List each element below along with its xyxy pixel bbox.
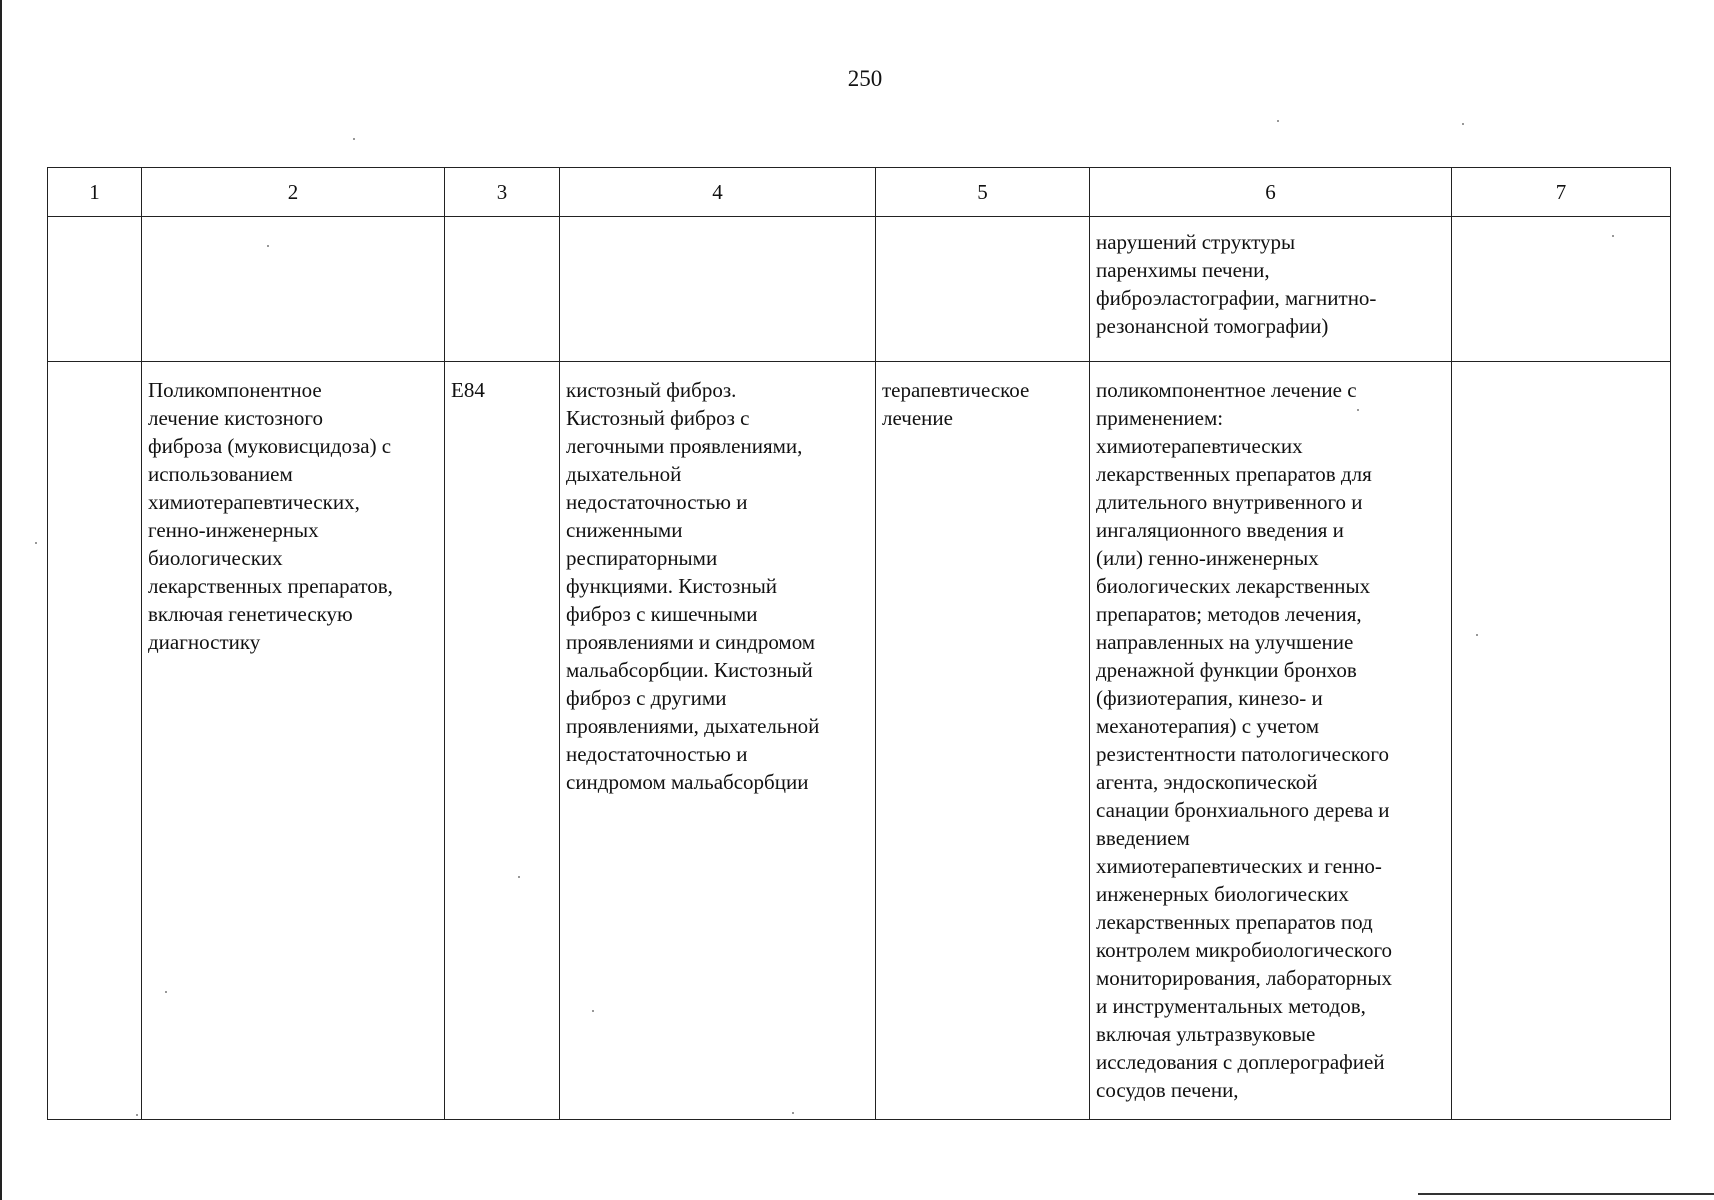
table-cell: [1452, 362, 1671, 1120]
table-row: [48, 362, 1671, 1120]
page-number: 250: [847, 66, 883, 91]
scan-speck: [792, 1112, 794, 1114]
table-cell: [445, 217, 560, 362]
table-cell: [560, 217, 876, 362]
document-table: [47, 167, 1671, 1120]
header-row: [48, 168, 1671, 217]
table-cell: [1452, 217, 1671, 362]
scan-left-edge: [0, 0, 2, 1200]
scan-speck: [1357, 409, 1359, 411]
table-cell: [48, 362, 142, 1120]
scan-speck: [136, 1114, 138, 1116]
table-cell: поликомпонентное лечение с применением: химиотерапевтических лекарственных препаратов для длительного внутривенного и ингаляционного введения и (или) генно-инженерных биологических лекарственных препаратов; методов лечения, направленных на улучшение дренажной функции бронхов (физиотерапия, кинезо- и механотерапия) с учетом резистентности патологического агента, эндоскопической санации бронхиального дерева и введением химиотерапевтических и генно- инженерных биологических лекарственных препаратов под контролем микробиологического мониторирования, лабораторных и инструментальных методов, включая ультразвуковые исследования с доплерографией сосудов печени,: [1090, 362, 1452, 1120]
scan-speck: [165, 991, 167, 993]
scan-speck: [592, 1010, 594, 1012]
column-header-2: 2: [142, 168, 445, 217]
scan-speck: [1277, 120, 1279, 122]
column-header-7: 7: [1452, 168, 1671, 217]
table-cell: [142, 217, 445, 362]
table-row: [48, 217, 1671, 362]
scan-speck: [353, 138, 355, 140]
table-cell: [48, 217, 142, 362]
table-cell: кистозный фиброз. Кистозный фиброз с легочными проявлениями, дыхательной недостаточностью и сниженными респираторными функциями. Кистозный фиброз с кишечными проявлениями и синдромом мальабсорбции. Кистозный фиброз с другими проявлениями, дыхательной недостаточностью и синдромом мальабсорбции: [560, 362, 876, 1120]
table-cell: терапевтическое лечение: [876, 362, 1090, 1120]
column-header-5: 5: [876, 168, 1090, 217]
scan-speck: [1462, 123, 1464, 125]
table-cell: нарушений структуры паренхимы печени, фиброэластографии, магнитно- резонансной томографии): [1090, 217, 1452, 362]
table-cell: Поликомпонентное лечение кистозного фиброза (муковисцидоза) с использованием химиотерапевтических, генно-инженерных биологических лекарственных препаратов, включая генетическую диагностику: [142, 362, 445, 1120]
column-header-3: 3: [445, 168, 560, 217]
scan-speck: [518, 876, 520, 878]
scan-speck: [267, 245, 269, 247]
scan-speck: [35, 542, 37, 544]
column-header-1: 1: [48, 168, 142, 217]
scan-speck: [1476, 634, 1478, 636]
column-header-4: 4: [560, 168, 876, 217]
column-header-6: 6: [1090, 168, 1452, 217]
table-cell: [876, 217, 1090, 362]
scan-bottom-mark: [1418, 1193, 1714, 1195]
scan-speck: [1612, 235, 1614, 237]
table-cell: E84: [445, 362, 560, 1120]
